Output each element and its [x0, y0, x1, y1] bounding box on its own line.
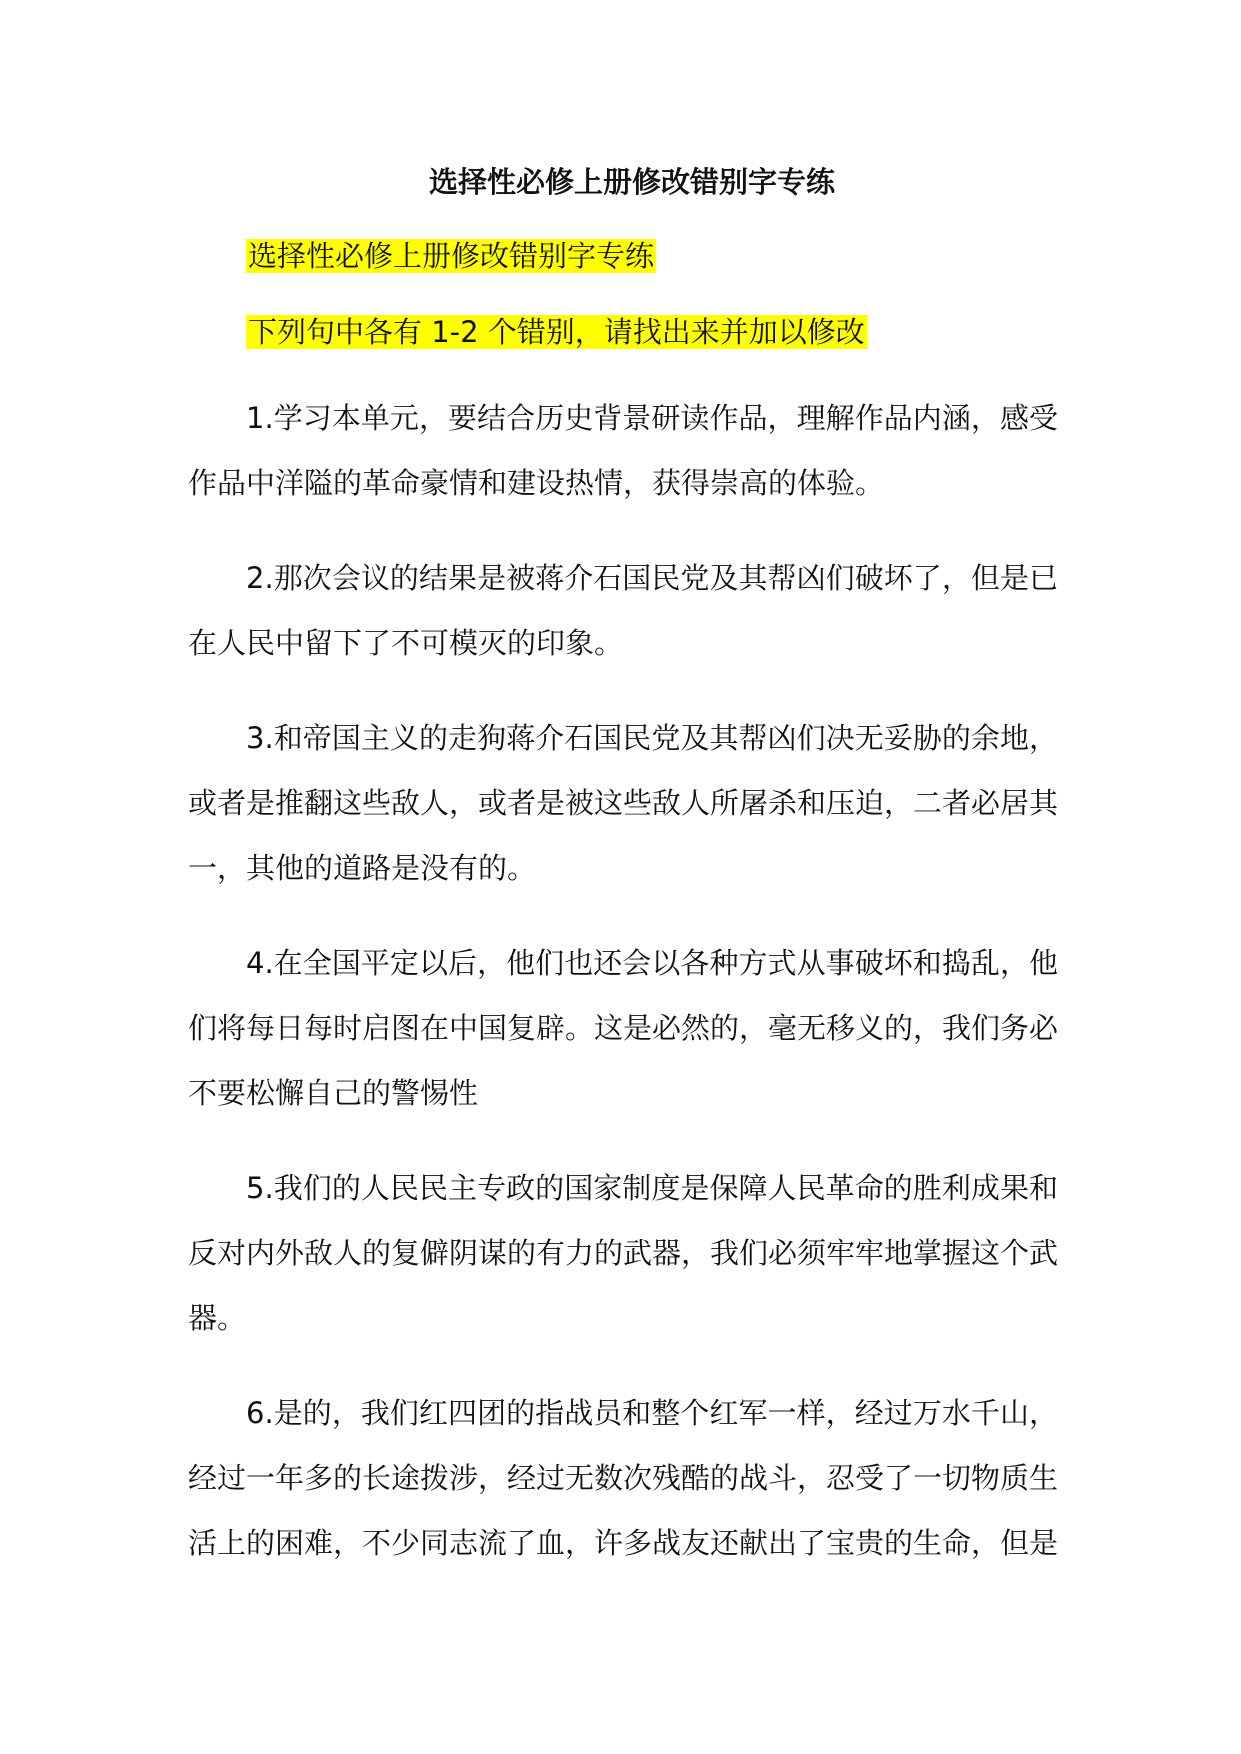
highlighted-instruction: 下列句中各有 1-2 个错别，请找出来并加以修改	[248, 315, 865, 349]
exercise-item-4: 4.在全国平定以后，他们也还会以各种方式从事破坏和捣乱，他们将每日每时启图在中国复辟。这是必然的，毫无移义的，我们务必不要松懈自己的警惕性	[188, 946, 1059, 1110]
highlighted-subtitle: 选择性必修上册修改错别字专练	[248, 239, 655, 273]
exercise-item-2: 2.那次会议的结果是被蒋介石国民党及其帮凶们破坏了，但是已在人民中留下了不可模灭的印象。	[188, 561, 1058, 660]
exercise-item-5: 5.我们的人民民主专政的国家制度是保障人民革命的胜利成果和反对内外敌人的复僻阴谋的有力的武器，我们必须牢牢地掌握这个武器。	[188, 1171, 1059, 1335]
exercise-item-6: 6.是的，我们红四团的指战员和整个红军一样，经过万水千山，经过一年多的长途拨涉，经过无数次残酷的战斗，忍受了一切物质生活上的困难，不少同志流了血，许多战友还献出了宝贵的生命，但是	[188, 1396, 1059, 1560]
exercise-item-1: 1.学习本单元，要结合历史背景研读作品，理解作品内涵，感受作品中洋隘的革命豪情和建设热情，获得崇高的体验。	[188, 401, 1058, 500]
document-body	[188, 160, 1058, 1606]
document-title: 选择性必修上册修改错别字专练	[428, 165, 835, 199]
subtitle-line	[188, 234, 1058, 278]
exercise-item-3: 3.和帝国主义的走狗蒋介石国民党及其帮凶们决无妥胁的余地，或者是推翻这些敌人，或者是被这些敌人所屠杀和压迫，二者必居其一，其他的道路是没有的。	[188, 721, 1059, 885]
instruction-line	[188, 310, 1058, 354]
